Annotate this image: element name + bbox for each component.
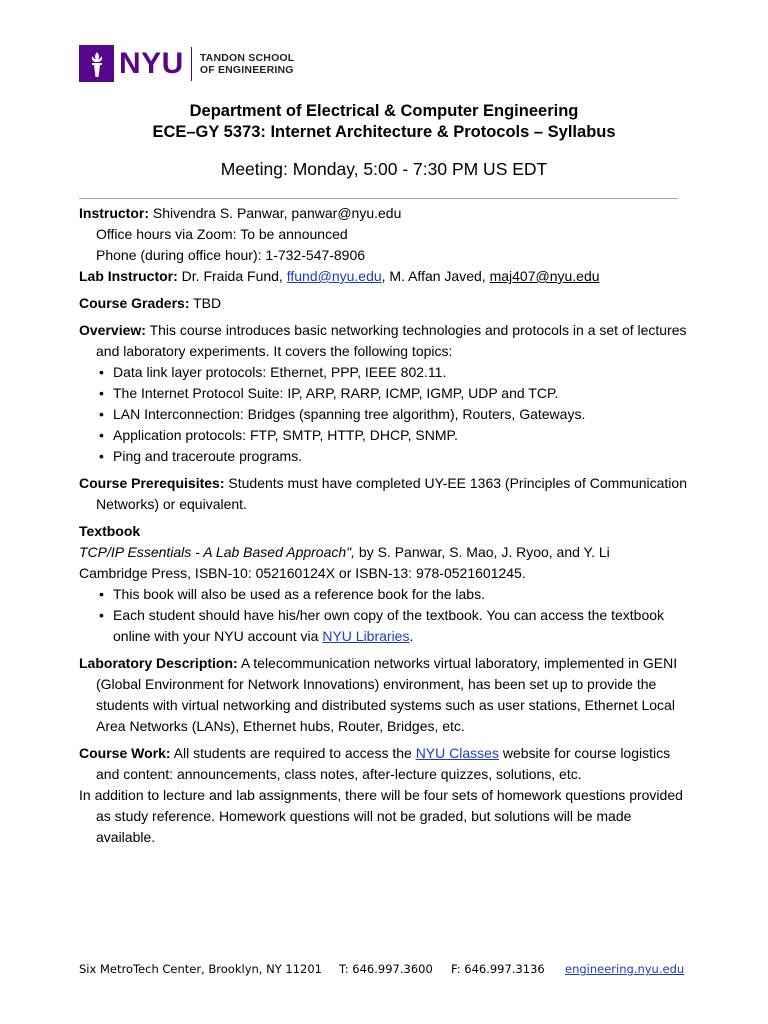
textbook-notes-list xyxy=(79,584,689,647)
department-title: Department of Electrical & Computer Engineering xyxy=(189,102,579,120)
list-item xyxy=(79,446,689,467)
lab-instructor-section xyxy=(79,266,689,287)
nyu-libraries-link[interactable]: NYU Libraries xyxy=(322,628,410,644)
textbook-note: This book will also be used as a reference book for the labs. xyxy=(113,586,485,602)
topic-text: Application protocols: FTP, SMTP, HTTP, DHCP, SNMP. xyxy=(113,427,458,443)
instructor-value: Shivendra S. Panwar, panwar@nyu.edu xyxy=(149,205,402,221)
overview-section xyxy=(79,320,689,467)
textbook-title: TCP/IP Essentials - A Lab Based Approach", xyxy=(79,544,356,560)
graders-section xyxy=(79,293,689,314)
lab-description-section xyxy=(79,653,689,737)
course-work-label: Course Work: xyxy=(79,745,171,761)
nyu-classes-link[interactable]: NYU Classes xyxy=(415,745,499,761)
topic-text: Ping and traceroute programs. xyxy=(113,448,303,464)
lab-description-label: Laboratory Description: xyxy=(79,655,238,671)
school-name-line1: TANDON SCHOOL xyxy=(199,51,295,64)
footer-website-link[interactable]: engineering.nyu.edu xyxy=(565,962,685,976)
graders-label: Course Graders: xyxy=(79,295,190,311)
syllabus-body xyxy=(79,203,689,848)
prerequisites-label: Course Prerequisites: xyxy=(79,475,225,491)
logo-divider xyxy=(191,47,192,81)
header-divider xyxy=(79,198,678,199)
bullet-icon: • xyxy=(99,385,104,401)
prerequisites-section xyxy=(79,473,689,515)
nyu-torch-icon xyxy=(79,45,114,82)
office-hours: Office hours via Zoom: To be announced xyxy=(96,226,348,242)
school-name xyxy=(200,52,295,76)
meeting-time: Meeting: Monday, 5:00 - 7:30 PM US EDT xyxy=(220,159,548,179)
textbook-note-end: . xyxy=(409,628,414,644)
lab-instructor-text2: , M. Affan Javed, xyxy=(381,268,490,284)
list-item xyxy=(79,584,689,605)
bullet-icon: • xyxy=(99,364,104,380)
bullet-icon: • xyxy=(99,448,104,464)
overview-label: Overview: xyxy=(79,322,146,338)
bullet-icon: • xyxy=(99,406,104,422)
course-work-text1: All students are required to access the xyxy=(170,745,416,761)
list-item xyxy=(79,605,689,647)
graders-value: TBD xyxy=(189,295,222,311)
course-work-section xyxy=(79,743,689,848)
prerequisites-text: Students must have completed UY-EE 1363 (Principles of Communication Networks) or equivalent. xyxy=(96,475,687,512)
footer-phone: T: 646.997.3600 xyxy=(339,962,433,976)
bullet-icon: • xyxy=(99,427,104,443)
lab-description-text: A telecommunication networks virtual laboratory, implemented in GENI (Global Environment for Network Innovations) environment, has been set up to provide the students with virtual networking and distributed systems such as user stations, Ethernet Local Area Networks (LANs), Ethernet hubs, Router, Bridges, etc. xyxy=(96,655,678,734)
school-name-line2: OF ENGINEERING xyxy=(199,63,294,76)
list-item xyxy=(79,404,689,425)
topic-text: Data link layer protocols: Ethernet, PPP, IEEE 802.11. xyxy=(113,364,447,380)
textbook-heading: Textbook xyxy=(79,523,141,539)
bullet-icon: • xyxy=(99,586,104,602)
lab-instructor-text1: Dr. Fraida Fund, xyxy=(177,268,287,284)
instructor-label: Instructor: xyxy=(79,205,149,221)
lab-instructor-label: Lab Instructor: xyxy=(79,268,178,284)
footer-address: Six MetroTech Center, Brooklyn, NY 11201 xyxy=(79,962,322,976)
nyu-tandon-logo xyxy=(79,45,294,82)
list-item xyxy=(79,425,689,446)
nyu-wordmark: NYU xyxy=(119,47,184,80)
overview-text: This course introduces basic networking technologies and protocols in a set of lectures and laboratory experiments. It covers the following topics: xyxy=(96,322,687,359)
topics-list xyxy=(79,362,689,467)
course-title: ECE–GY 5373: Internet Architecture & Protocols – Syllabus xyxy=(152,123,616,141)
homework-paragraph: In addition to lecture and lab assignments, there will be four sets of homework questions provided as study reference. Homework questions will not be graded, but solutions will be made available. xyxy=(79,787,683,845)
instructor-phone: Phone (during office hour): 1-732-547-8906 xyxy=(96,247,366,263)
topic-text: The Internet Protocol Suite: IP, ARP, RARP, ICMP, IGMP, UDP and TCP. xyxy=(113,385,559,401)
list-item xyxy=(79,383,689,404)
textbook-publisher: Cambridge Press, ISBN-10: 052160124X or ISBN-13: 978-0521601245. xyxy=(79,565,526,581)
textbook-authors: by S. Panwar, S. Mao, J. Ryoo, and Y. Li xyxy=(355,544,610,560)
list-item xyxy=(79,362,689,383)
course-work-text2: website for course logistics and content: announcements, class notes, after-lecture quizzes, solutions, etc. xyxy=(96,745,671,782)
course-work-paragraph xyxy=(79,743,689,785)
lab-assistant-email[interactable]: maj407@nyu.edu xyxy=(489,268,600,284)
topic-text: LAN Interconnection: Bridges (spanning tree algorithm), Routers, Gateways. xyxy=(113,406,586,422)
textbook-note: Each student should have his/her own copy of the textbook. You can access the textbook online with your NYU account via xyxy=(113,607,665,644)
instructor-section xyxy=(79,203,689,266)
textbook-citation xyxy=(79,542,689,563)
lab-instructor-email-link[interactable]: ffund@nyu.edu xyxy=(286,268,382,284)
footer-fax: F: 646.997.3136 xyxy=(451,962,545,976)
textbook-section xyxy=(79,521,689,647)
bullet-icon: • xyxy=(99,607,104,623)
overview-paragraph xyxy=(79,320,689,362)
